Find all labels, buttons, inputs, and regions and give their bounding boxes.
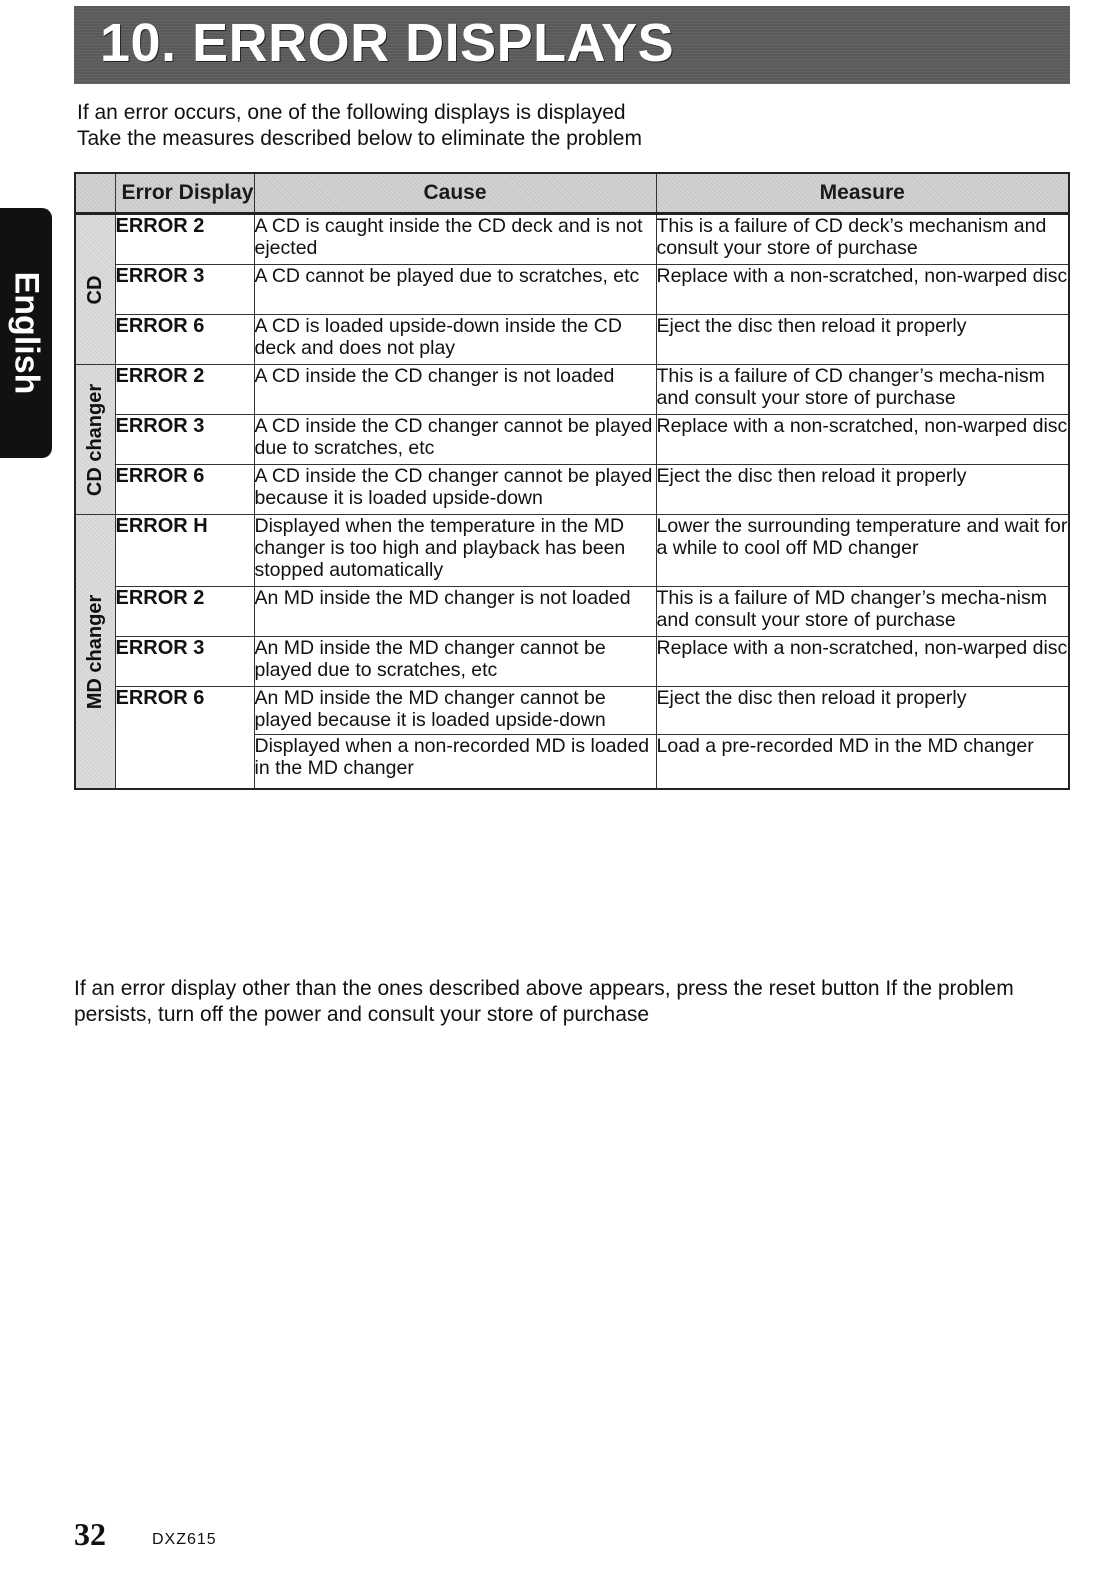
header-cause: Cause	[254, 173, 656, 214]
error-measure: Replace with a non-scratched, non-warped disc	[656, 415, 1069, 465]
table-row	[75, 687, 1069, 735]
language-tab	[0, 208, 52, 458]
header-group-blank	[75, 173, 115, 214]
error-measure: This is a failure of CD deck’s mechanism and consult your store of purchase	[656, 214, 1069, 265]
intro-line-2: Take the measures described below to eliminate the problem	[77, 127, 642, 150]
error-code: ERROR 2	[115, 214, 254, 265]
table-header-row	[75, 173, 1069, 214]
error-measure: Replace with a non-scratched, non-warped disc	[656, 265, 1069, 315]
error-cause: Displayed when a non-recorded MD is loaded in the MD changer	[254, 735, 656, 790]
error-cause: A CD inside the CD changer cannot be played due to scratches, etc	[254, 415, 656, 465]
error-code: ERROR 2	[115, 587, 254, 637]
error-cause: An MD inside the MD changer cannot be played because it is loaded upside-down	[254, 687, 656, 735]
error-cause: Displayed when the temperature in the MD changer is too high and playback has been stopped automatically	[254, 515, 656, 587]
header-measure: Measure	[656, 173, 1069, 214]
error-code: ERROR 2	[115, 365, 254, 415]
table-row	[75, 637, 1069, 687]
table-row	[75, 265, 1069, 315]
table-row	[75, 365, 1069, 415]
error-code: ERROR 3	[115, 637, 254, 687]
error-code: ERROR 6	[115, 687, 254, 790]
error-cause: A CD is loaded upside-down inside the CD deck and does not play	[254, 315, 656, 365]
error-measure: Eject the disc then reload it properly	[656, 687, 1069, 735]
table-row	[75, 587, 1069, 637]
error-code: ERROR 3	[115, 265, 254, 315]
error-code: ERROR H	[115, 515, 254, 587]
error-code: ERROR 6	[115, 315, 254, 365]
error-measure: Eject the disc then reload it properly	[656, 465, 1069, 515]
header-error-display: Error Display	[115, 173, 254, 214]
error-measure: This is a failure of CD changer’s mecha-nism and consult your store of purchase	[656, 365, 1069, 415]
group-md-changer	[75, 515, 115, 790]
model-name: DXZ615	[152, 1531, 217, 1548]
error-cause: An MD inside the MD changer cannot be played due to scratches, etc	[254, 637, 656, 687]
group-cd-changer	[75, 365, 115, 515]
table-row	[75, 415, 1069, 465]
table-row	[75, 465, 1069, 515]
error-cause: A CD inside the CD changer is not loaded	[254, 365, 656, 415]
table-row	[75, 315, 1069, 365]
error-table	[74, 172, 1070, 790]
error-cause: A CD cannot be played due to scratches, etc	[254, 265, 656, 315]
group-md-changer-label: MD changer	[84, 594, 107, 709]
intro-line-1: If an error occurs, one of the following displays is displayed	[77, 101, 626, 124]
group-cd-changer-label: CD changer	[84, 383, 107, 496]
section-title: 10. ERROR DISPLAYS	[100, 13, 675, 73]
table-row	[75, 214, 1069, 265]
error-measure: This is a failure of MD changer’s mecha-nism and consult your store of purchase	[656, 587, 1069, 637]
error-measure: Replace with a non-scratched, non-warped disc	[656, 637, 1069, 687]
error-cause: An MD inside the MD changer is not loaded	[254, 587, 656, 637]
intro-text	[77, 100, 642, 152]
error-measure: Lower the surrounding temperature and wait for a while to cool off MD changer	[656, 515, 1069, 587]
group-cd-label: CD	[84, 275, 107, 304]
error-code: ERROR 3	[115, 415, 254, 465]
error-code: ERROR 6	[115, 465, 254, 515]
language-tab-label: English	[7, 271, 46, 395]
outro-text: If an error display other than the ones described above appears, press the reset button If the problem persists, turn off the power and consult your store of purchase	[74, 977, 1014, 1026]
error-cause: A CD inside the CD changer cannot be played because it is loaded upside-down	[254, 465, 656, 515]
error-cause: A CD is caught inside the CD deck and is not ejected	[254, 214, 656, 265]
error-measure: Load a pre-recorded MD in the MD changer	[656, 735, 1069, 790]
page-number: 32	[74, 1516, 106, 1552]
section-title-bar	[74, 6, 1070, 84]
error-measure: Eject the disc then reload it properly	[656, 315, 1069, 365]
table-row	[75, 515, 1069, 587]
group-cd	[75, 214, 115, 365]
